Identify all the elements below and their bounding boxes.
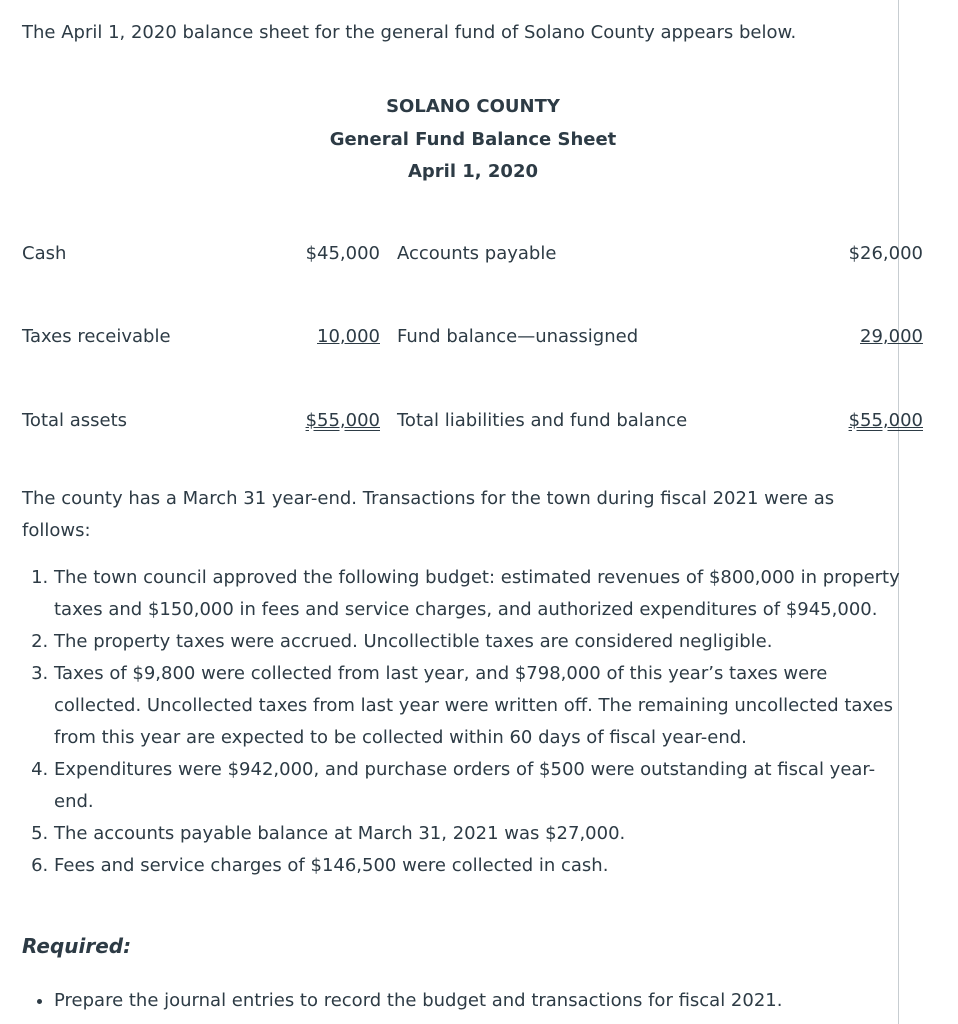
statement-heading: General Fund Balance Sheet [329, 129, 617, 150]
liability-label: Total liabilities and fund balance [397, 410, 688, 431]
context-paragraph: The county has a March 31 year-end. Transactions for the town during fiscal 2021 were as follows: [22, 488, 835, 541]
asset-amount: $45,000 [305, 243, 380, 264]
list-item: 4. Expenditures were $942,000, and purchase orders of $500 were outstanding at fiscal year-end. [54, 754, 914, 818]
transactions-list [22, 562, 914, 882]
asset-amount: $55,000 [305, 410, 380, 431]
required-heading: Required: [22, 934, 132, 958]
balance-row-cash [0, 243, 958, 271]
asset-label: Taxes receivable [22, 326, 171, 347]
balance-row-taxes [0, 326, 958, 354]
asset-label: Cash [22, 243, 67, 264]
list-item: • Prepare the journal entries to record the budget and transactions for fiscal 2021. [54, 985, 782, 1017]
liability-label: Fund balance—unassigned [397, 326, 639, 347]
asset-label: Total assets [22, 410, 128, 431]
liability-amount: 29,000 [860, 326, 923, 347]
list-item: 6. Fees and service charges of $146,500 were collected in cash. [54, 850, 914, 882]
list-item: 2. The property taxes were accrued. Uncollectible taxes are considered negligible. [54, 626, 914, 658]
date-heading: April 1, 2020 [407, 161, 539, 182]
liability-label: Accounts payable [397, 243, 557, 264]
list-item: 5. The accounts payable balance at March 31, 2021 was $27,000. [54, 818, 914, 850]
asset-amount: 10,000 [317, 326, 380, 347]
required-list [22, 985, 782, 1017]
list-item: 3. Taxes of $9,800 were collected from last year, and $798,000 of this year’s taxes were collected. Uncollected taxes from last year were written off. The remaining uncollected taxes from this year are expected to be collected within 60 days of fiscal year-end. [54, 658, 914, 754]
liability-amount: $26,000 [848, 243, 923, 264]
intro-text: The April 1, 2020 balance sheet for the general fund of Solano County appears below. [22, 22, 797, 43]
list-item: 1. The town council approved the following budget: estimated revenues of $800,000 in property taxes and $150,000 in fees and service charges, and authorized expenditures of $945,000. [54, 562, 914, 626]
balance-row-totals [0, 410, 958, 438]
liability-amount: $55,000 [848, 410, 923, 431]
entity-heading: SOLANO COUNTY [386, 96, 560, 117]
